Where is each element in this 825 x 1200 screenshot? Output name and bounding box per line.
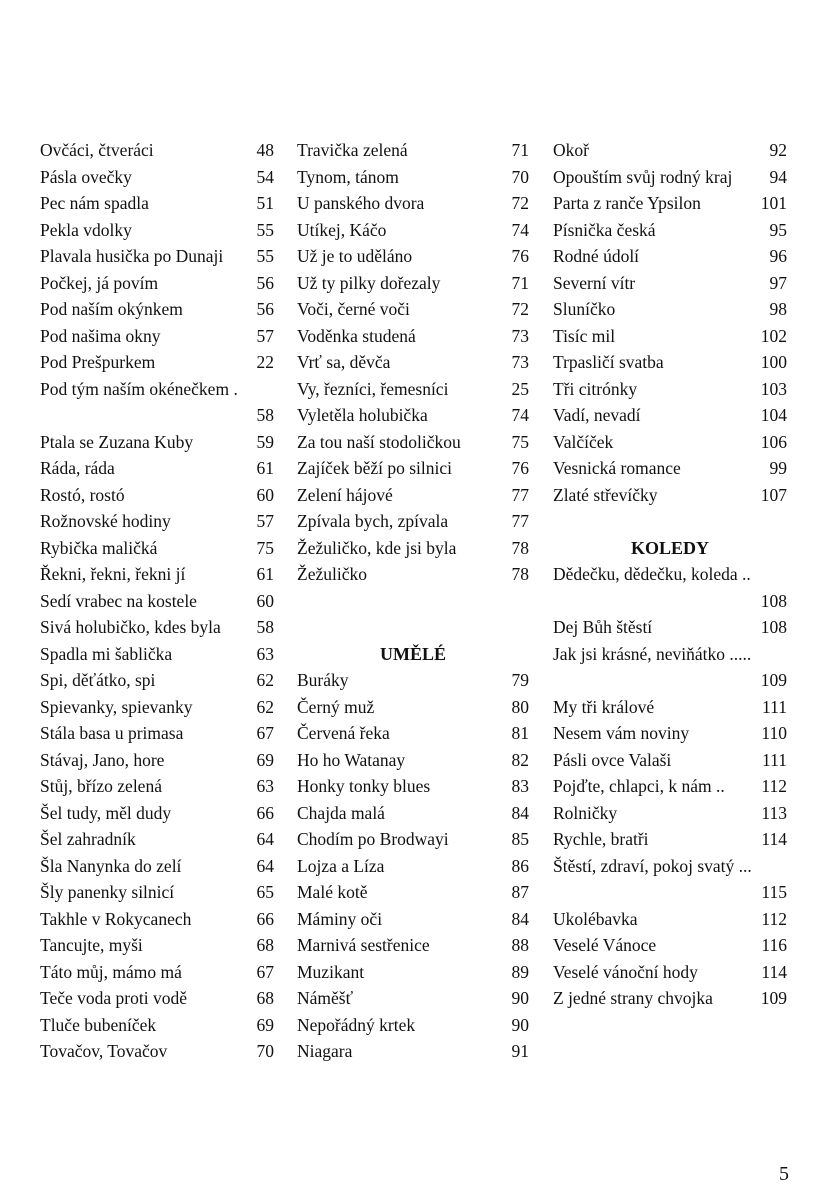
entry-title: Pásli ovce Valaši xyxy=(553,749,672,770)
entry-page-number: 71 xyxy=(511,140,529,160)
index-entry xyxy=(40,667,274,694)
entry-page-number: 62 xyxy=(256,670,274,690)
entry-page-number: 61 xyxy=(256,458,274,478)
index-entry xyxy=(297,217,529,244)
entry-page-number: 92 xyxy=(769,140,787,160)
entry-page-number: 83 xyxy=(511,776,529,796)
entry-page-number: 86 xyxy=(511,855,529,876)
entry-title: Máminy oči xyxy=(297,908,383,929)
entry-page-number: 55 xyxy=(256,219,274,240)
index-entry xyxy=(40,164,274,191)
entry-page-number: 82 xyxy=(511,749,529,770)
entry-title: Okoř xyxy=(553,140,589,160)
index-entry xyxy=(553,826,787,853)
index-entry xyxy=(297,508,529,535)
index-entry xyxy=(40,826,274,853)
entry-page-number: 67 xyxy=(256,723,274,743)
index-entry xyxy=(297,243,529,270)
entry-page-number: 88 xyxy=(511,935,529,955)
index-entry xyxy=(40,985,274,1012)
entry-title: Tynom, tánom xyxy=(297,166,399,187)
entry-title: Písnička česká xyxy=(553,219,656,240)
entry-title: Ukolébavka xyxy=(553,908,638,929)
index-entry xyxy=(40,429,274,456)
index-entry xyxy=(297,455,529,482)
entry-page-number: 99 xyxy=(769,458,787,478)
index-entry xyxy=(553,455,787,482)
index-entry xyxy=(297,376,529,403)
index-column-2 xyxy=(297,137,529,1065)
index-entry xyxy=(40,270,274,297)
entry-page-number: 106 xyxy=(760,431,787,452)
entry-title: Vadí, nevadí xyxy=(553,405,641,425)
entry-title: Marnivá sestřenice xyxy=(297,935,430,955)
blank-line xyxy=(297,588,529,615)
index-entry xyxy=(553,164,787,191)
entry-page-number: 108 xyxy=(760,617,787,637)
entry-title: Z jedné strany chvojka xyxy=(553,988,713,1008)
index-entry xyxy=(297,879,529,906)
entry-title: Spi, děťátko, spi xyxy=(40,670,156,690)
index-entry xyxy=(553,879,787,906)
entry-page-number: 84 xyxy=(511,908,529,929)
entry-page-number: 68 xyxy=(256,935,274,955)
index-entry xyxy=(40,800,274,827)
entry-page-number: 90 xyxy=(511,988,529,1008)
index-entry xyxy=(40,641,274,668)
entry-title: Tři citrónky xyxy=(553,378,638,399)
entry-page-number: 65 xyxy=(256,882,274,902)
entry-title: Opouštím svůj rodný kraj xyxy=(553,166,733,187)
entry-page-number: 66 xyxy=(256,802,274,823)
index-entry xyxy=(553,376,787,403)
entry-title: Stála basa u primasa xyxy=(40,723,184,743)
entry-page-number: 55 xyxy=(256,246,274,266)
entry-page-number: 110 xyxy=(761,723,787,743)
entry-title: Sedí vrabec na kostele xyxy=(40,590,197,611)
entry-title: Pásla ovečky xyxy=(40,166,132,187)
entry-title: Veselé Vánoce xyxy=(553,935,657,955)
entry-title: Zlaté střevíčky xyxy=(553,484,658,505)
index-entry xyxy=(553,270,787,297)
entry-title: Utíkej, Káčo xyxy=(297,219,387,240)
entry-page-number: 102 xyxy=(760,325,787,346)
entry-page-number: 25 xyxy=(511,378,529,399)
entry-title: Rychle, bratři xyxy=(553,829,649,849)
entry-page-number: 79 xyxy=(511,670,529,690)
index-entry xyxy=(40,508,274,535)
entry-title: Muzikant xyxy=(297,961,365,982)
index-entry xyxy=(40,694,274,721)
index-entry xyxy=(297,402,529,429)
index-entry xyxy=(553,773,787,800)
index-entry xyxy=(40,535,274,562)
index-entry xyxy=(553,296,787,323)
entry-title: Vyletěla holubička xyxy=(297,405,428,425)
index-entry xyxy=(40,588,274,615)
entry-page-number: 80 xyxy=(511,696,529,717)
entry-title: Stávaj, Jano, hore xyxy=(40,749,165,770)
entry-page-number: 108 xyxy=(760,590,787,611)
entry-title: Štěstí, zdraví, pokoj svatý ... xyxy=(553,855,752,876)
index-entry xyxy=(553,932,787,959)
entry-title: Dědečku, dědečku, koleda .. xyxy=(553,564,751,584)
index-entry xyxy=(553,720,787,747)
index-entry xyxy=(297,1038,529,1065)
entry-title: Tluče bubeníček xyxy=(40,1014,157,1035)
index-entry xyxy=(553,137,787,164)
index-entry xyxy=(553,243,787,270)
entry-title: Rybička maličká xyxy=(40,537,158,558)
entry-page-number: 90 xyxy=(511,1014,529,1035)
entry-title: Za tou naší stodoličkou xyxy=(297,431,461,452)
entry-page-number: 78 xyxy=(511,564,529,584)
index-entry xyxy=(40,296,274,323)
entry-title: Jak jsi krásné, neviňátko ..... xyxy=(553,643,752,664)
entry-page-number: 57 xyxy=(256,325,274,346)
index-entry xyxy=(297,826,529,853)
entry-title: Takhle v Rokycanech xyxy=(40,908,192,929)
entry-title: Pod naším okýnkem xyxy=(40,299,183,319)
entry-title: Už je to uděláno xyxy=(297,246,413,266)
entry-page-number: 94 xyxy=(769,166,787,187)
entry-title: Chajda malá xyxy=(297,802,385,823)
index-entry xyxy=(553,349,787,376)
entry-page-number: 107 xyxy=(760,484,787,505)
entry-title: Parta z ranče Ypsilon xyxy=(553,193,701,213)
entry-title: Sluníčko xyxy=(553,299,616,319)
entry-title: Náměšť xyxy=(297,988,354,1008)
index-entry xyxy=(553,561,787,588)
index-entry xyxy=(297,482,529,509)
entry-title: Nesem vám noviny xyxy=(553,723,690,743)
index-entry xyxy=(40,853,274,880)
entry-page-number: 111 xyxy=(762,696,787,717)
entry-page-number: 109 xyxy=(760,670,787,690)
entry-title: Vy, řezníci, řemesníci xyxy=(297,378,449,399)
entry-page-number: 115 xyxy=(761,882,787,902)
entry-page-number: 57 xyxy=(256,511,274,531)
entry-page-number: 111 xyxy=(762,749,787,770)
entry-page-number: 54 xyxy=(256,166,274,187)
entry-title: Šel zahradník xyxy=(40,829,136,849)
entry-page-number: 22 xyxy=(256,352,274,372)
entry-page-number: 85 xyxy=(511,829,529,849)
entry-page-number: 112 xyxy=(761,776,787,796)
entry-page-number: 68 xyxy=(256,988,274,1008)
entry-title: Rostó, rostó xyxy=(40,484,125,505)
index-entry xyxy=(297,853,529,880)
index-entry xyxy=(40,402,274,429)
entry-page-number: 114 xyxy=(761,829,787,849)
entry-title: Teče voda proti vodě xyxy=(40,988,187,1008)
index-entry xyxy=(297,959,529,986)
index-entry xyxy=(40,243,274,270)
entry-page-number: 77 xyxy=(511,511,529,531)
entry-title: Trpasličí svatba xyxy=(553,352,664,372)
index-entry xyxy=(553,402,787,429)
entry-title: Pod našima okny xyxy=(40,325,161,346)
index-entry xyxy=(40,1012,274,1039)
entry-title: Červená řeka xyxy=(297,723,390,743)
index-entry xyxy=(553,694,787,721)
entry-title: Rolničky xyxy=(553,802,618,823)
entry-page-number: 89 xyxy=(511,961,529,982)
index-entry xyxy=(553,641,787,668)
entry-title: Šly panenky silnicí xyxy=(40,882,175,902)
index-entry xyxy=(40,561,274,588)
entry-page-number: 72 xyxy=(511,193,529,213)
entry-page-number: 95 xyxy=(769,219,787,240)
entry-title: Chodím po Brodwayi xyxy=(297,829,449,849)
index-entry xyxy=(553,482,787,509)
index-entry xyxy=(40,614,274,641)
entry-page-number: 60 xyxy=(256,484,274,505)
entry-page-number: 74 xyxy=(511,219,529,240)
entry-page-number: 70 xyxy=(256,1041,274,1061)
entry-title: Zajíček běží po silnici xyxy=(297,458,453,478)
index-entry xyxy=(297,349,529,376)
index-entry xyxy=(297,323,529,350)
entry-title: Rodné údolí xyxy=(553,246,640,266)
entry-page-number: 104 xyxy=(760,405,787,425)
entry-title: Řekni, řekni, řekni jí xyxy=(40,564,186,584)
blank-line xyxy=(297,614,529,641)
entry-page-number: 96 xyxy=(769,246,787,266)
index-entry xyxy=(297,1012,529,1039)
index-entry xyxy=(297,190,529,217)
index-entry xyxy=(297,985,529,1012)
entry-page-number: 51 xyxy=(256,193,274,213)
index-entry xyxy=(297,747,529,774)
entry-page-number: 58 xyxy=(256,617,274,637)
index-entry xyxy=(297,296,529,323)
entry-page-number: 59 xyxy=(256,431,274,452)
entry-page-number: 113 xyxy=(761,802,787,823)
entry-page-number: 91 xyxy=(511,1041,529,1061)
index-entry xyxy=(553,959,787,986)
entry-title: Pec nám spadla xyxy=(40,193,149,213)
index-entry xyxy=(553,217,787,244)
entry-title: My tři králové xyxy=(553,696,655,717)
index-entry xyxy=(553,800,787,827)
entry-title: Sivá holubičko, kdes byla xyxy=(40,617,221,637)
index-entry xyxy=(40,1038,274,1065)
entry-page-number: 78 xyxy=(511,537,529,558)
entry-page-number: 116 xyxy=(761,935,787,955)
entry-title: Buráky xyxy=(297,670,349,690)
index-entry xyxy=(40,349,274,376)
index-entry xyxy=(297,561,529,588)
index-column-1 xyxy=(40,137,274,1065)
entry-title: Niagara xyxy=(297,1041,353,1061)
index-entry xyxy=(40,773,274,800)
entry-title: Ptala se Zuzana Kuby xyxy=(40,431,194,452)
index-entry xyxy=(40,959,274,986)
entry-title: Zpívala bych, zpívala xyxy=(297,511,449,531)
entry-page-number: 77 xyxy=(511,484,529,505)
entry-title: Lojza a Líza xyxy=(297,855,385,876)
entry-page-number: 64 xyxy=(256,829,274,849)
entry-page-number: 109 xyxy=(760,988,787,1008)
entry-title: Pojďte, chlapci, k nám .. xyxy=(553,776,725,796)
entry-page-number: 56 xyxy=(256,299,274,319)
entry-page-number: 112 xyxy=(761,908,787,929)
entry-page-number: 73 xyxy=(511,325,529,346)
entry-title: Šla Nanynka do zelí xyxy=(40,855,182,876)
entry-title: Pekla vdolky xyxy=(40,219,132,240)
index-entry xyxy=(553,853,787,880)
entry-page-number: 48 xyxy=(256,140,274,160)
entry-title: Pod tým naším okénečkem . xyxy=(40,378,238,399)
entry-title: Tovačov, Tovačov xyxy=(40,1041,168,1061)
entry-page-number: 66 xyxy=(256,908,274,929)
entry-page-number: 63 xyxy=(256,643,274,664)
entry-title: Spadla mi šablička xyxy=(40,643,173,664)
entry-title: Dej Bůh štěstí xyxy=(553,617,653,637)
entry-title: Severní vítr xyxy=(553,272,636,293)
entry-page-number: 97 xyxy=(769,272,787,293)
index-entry xyxy=(297,667,529,694)
index-entry xyxy=(553,985,787,1012)
entry-title: Voči, černé voči xyxy=(297,299,410,319)
entry-title: Honky tonky blues xyxy=(297,776,431,796)
entry-title: Ráda, ráda xyxy=(40,458,115,478)
section-heading: KOLEDY xyxy=(630,537,709,558)
index-entry xyxy=(297,932,529,959)
index-entry xyxy=(40,323,274,350)
index-entry xyxy=(297,137,529,164)
entry-page-number: 100 xyxy=(760,352,787,372)
entry-page-number: 69 xyxy=(256,749,274,770)
entry-page-number: 103 xyxy=(760,378,787,399)
entry-page-number: 63 xyxy=(256,776,274,796)
index-entry xyxy=(553,614,787,641)
entry-title: Tisíc mil xyxy=(553,325,616,346)
entry-title: Už ty pilky dořezaly xyxy=(297,272,441,293)
entry-page-number: 114 xyxy=(761,961,787,982)
entry-title: Tancujte, myši xyxy=(40,935,143,955)
entry-title: Spievanky, spievanky xyxy=(40,696,193,717)
entry-page-number: 74 xyxy=(511,405,529,425)
entry-title: Travička zelená xyxy=(297,140,408,160)
entry-page-number: 87 xyxy=(511,882,529,902)
index-entry xyxy=(553,190,787,217)
entry-title: Ovčáci, čtveráci xyxy=(40,140,154,160)
index-entry xyxy=(297,164,529,191)
index-entry xyxy=(553,747,787,774)
index-entry xyxy=(40,455,274,482)
entry-page-number: 73 xyxy=(511,352,529,372)
entry-page-number: 60 xyxy=(256,590,274,611)
entry-title: Stůj, břízo zelená xyxy=(40,776,162,796)
entry-title: Černý muž xyxy=(297,696,375,717)
entry-page-number: 58 xyxy=(256,405,274,425)
index-entry xyxy=(40,217,274,244)
entry-title: Malé kotě xyxy=(297,882,368,902)
index-entry xyxy=(553,906,787,933)
index-entry xyxy=(297,535,529,562)
index-entry xyxy=(40,137,274,164)
entry-title: Počkej, já povím xyxy=(40,272,159,293)
entry-page-number: 81 xyxy=(511,723,529,743)
entry-page-number: 84 xyxy=(511,802,529,823)
entry-title: Valčíček xyxy=(553,431,614,452)
index-entry xyxy=(297,270,529,297)
index-entry xyxy=(553,429,787,456)
index-entry xyxy=(553,588,787,615)
entry-title: Vrť sa, děvča xyxy=(297,352,391,372)
index-entry xyxy=(297,773,529,800)
index-entry xyxy=(40,747,274,774)
index-entry xyxy=(297,429,529,456)
index-entry xyxy=(297,694,529,721)
index-entry xyxy=(40,906,274,933)
entry-page-number: 76 xyxy=(511,246,529,266)
entry-page-number: 75 xyxy=(256,537,274,558)
entry-page-number: 61 xyxy=(256,564,274,584)
page-number: 5 xyxy=(779,1163,789,1185)
entry-page-number: 69 xyxy=(256,1014,274,1035)
entry-title: Veselé vánoční hody xyxy=(553,961,698,982)
index-column-3 xyxy=(553,137,787,1012)
index-entry xyxy=(40,879,274,906)
entry-page-number: 64 xyxy=(256,855,274,876)
entry-page-number: 98 xyxy=(769,299,787,319)
entry-title: Šel tudy, měl dudy xyxy=(40,802,172,823)
entry-title: Rožnovské hodiny xyxy=(40,511,171,531)
entry-page-number: 56 xyxy=(256,272,274,293)
index-entry xyxy=(297,720,529,747)
entry-page-number: 75 xyxy=(511,431,529,452)
entry-title: Plavala husička po Dunaji xyxy=(40,246,224,266)
entry-title: Vesnická romance xyxy=(553,458,681,478)
entry-title: U panského dvora xyxy=(297,193,425,213)
index-entry xyxy=(297,906,529,933)
blank-line xyxy=(553,508,787,535)
index-entry xyxy=(553,667,787,694)
index-entry xyxy=(40,482,274,509)
entry-title: Zelení hájové xyxy=(297,484,393,505)
entry-page-number: 71 xyxy=(511,272,529,293)
index-entry xyxy=(553,323,787,350)
entry-page-number: 62 xyxy=(256,696,274,717)
entry-title: Ho ho Watanay xyxy=(297,749,406,770)
entry-title: Žežuličko xyxy=(297,564,367,584)
entry-page-number: 76 xyxy=(511,458,529,478)
entry-page-number: 101 xyxy=(760,193,787,213)
index-entry xyxy=(40,720,274,747)
index-entry xyxy=(40,376,274,403)
entry-title: Táto můj, mámo má xyxy=(40,961,182,982)
entry-title: Nepořádný krtek xyxy=(297,1014,416,1035)
entry-page-number: 72 xyxy=(511,299,529,319)
index-entry xyxy=(40,932,274,959)
section-heading: UMĚLÉ xyxy=(379,643,446,664)
entry-title: Pod Prešpurkem xyxy=(40,352,156,372)
index-entry xyxy=(297,800,529,827)
entry-title: Žežuličko, kde jsi byla xyxy=(297,537,457,558)
entry-page-number: 67 xyxy=(256,961,274,982)
index-entry xyxy=(40,190,274,217)
entry-page-number: 70 xyxy=(511,166,529,187)
entry-title: Voděnka studená xyxy=(297,325,416,346)
